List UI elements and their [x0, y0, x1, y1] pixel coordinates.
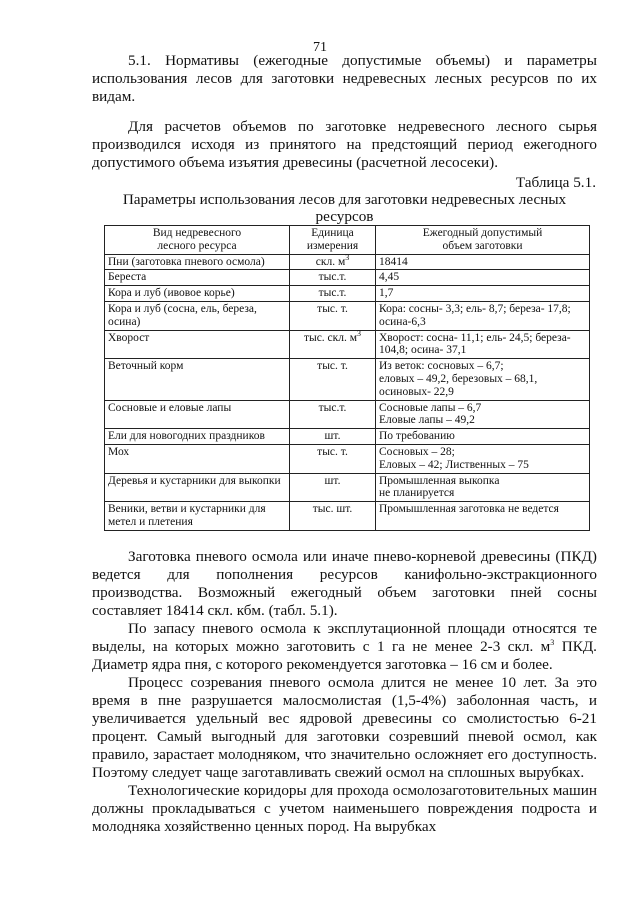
table-row [105, 270, 590, 286]
unit-cell: тыс.т. [290, 270, 376, 286]
unit-cell: скл. $м^3$ [290, 254, 376, 270]
stock-paragraph: По запасу пневого осмола к эксплутационной площади относятся те выделы, на которых можно заготовить с 1 га не менее 2-3 скл. $м^3$ ПКД. Диаметр ядра пня, с которого рекомендуется заготовка – 16 см и более. [92, 620, 597, 673]
volume-cell: Сосновых – 28; Еловых – 42; Лиственных – 75 [376, 444, 590, 473]
table-row [105, 400, 590, 429]
volume-cell: Промышленная заготовка не ведется [376, 502, 590, 531]
unit-cell: тыс. шт. [290, 502, 376, 531]
intro-paragraph: Для расчетов объемов по заготовке недревесного лесного сырья производился исходя из принятого на предстоящий период ежегодного допустимого объема изъятия древесины (расчетной лесосеки). [92, 118, 597, 171]
unit-cell: тыс. т. [290, 301, 376, 330]
resource-type-cell: Веники, ветви и кустарники для метел и плетения [105, 502, 290, 531]
unit-cell: тыс. скл. $м^3$ [290, 330, 376, 359]
section-heading: 5.1. Нормативы (ежегодные допустимые объемы) и параметры использования лесов для заготовки недревесных лесных ресурсов по их видам. [92, 52, 597, 105]
resource-type-cell: Кора и луб (сосна, ель, береза, осина) [105, 301, 290, 330]
volume-cell: Хворост: сосна- 11,1; ель- 24,5; береза- 104,8; осина- 37,1 [376, 330, 590, 359]
pkd-paragraph: Заготовка пневого осмола или иначе пнево-корневой древесины (ПКД) ведется для пополнения ресурсов канифольно-экстракционного производства. Возможный ежегодный объем заготовки пней сосны составляет 18414 скл. кбм. (табл. 5.1). [92, 548, 597, 619]
table-row [105, 254, 590, 270]
volume-cell: Промышленная выкопка не планируется [376, 473, 590, 502]
resource-type-cell: Сосновые и еловые лапы [105, 400, 290, 429]
table-row [105, 286, 590, 302]
unit-cell: шт. [290, 473, 376, 502]
page-number: 71 [313, 40, 327, 55]
volume-cell: Из веток: сосновых – 6,7; еловых – 49,2, березовых – 68,1, осиновых- 22,9 [376, 359, 590, 400]
resource-type-cell: Ели для новогодних праздников [105, 429, 290, 445]
table-row [105, 429, 590, 445]
resource-type-cell: Деревья и кустарники для выкопки [105, 473, 290, 502]
resource-type-cell: Береста [105, 270, 290, 286]
resource-type-cell: Кора и луб (ивовое корье) [105, 286, 290, 302]
unit-cell: тыс.т. [290, 400, 376, 429]
resource-type-cell: Хворост [105, 330, 290, 359]
header-annual-volume: Ежегодный допустимый объем заготовки [376, 226, 590, 255]
resource-type-cell: Веточный корм [105, 359, 290, 400]
corridors-paragraph: Технологические коридоры для прохода осмолозаготовительных машин должны прокладываться с учетом наименьшего повреждения подроста и молодняка хозяйственно ценных пород. На вырубках [92, 782, 597, 835]
header-resource-type: Вид недревесного лесного ресурса [105, 226, 290, 255]
volume-cell: 4,45 [376, 270, 590, 286]
unit-cell: тыс.т. [290, 286, 376, 302]
table-row [105, 473, 590, 502]
unit-cell: шт. [290, 429, 376, 445]
table-row [105, 359, 590, 400]
header-unit: Единица измерения [290, 226, 376, 255]
resource-type-cell: Мох [105, 444, 290, 473]
process-paragraph: Процесс созревания пневого осмола длится не менее 10 лет. За это время в пне разрушается малосмолистая (1,5-4%) заболонная часть, и увеличивается удельный вес ядровой древесины со смолистостью 6-21 процент. Самый выгодный для заготовки созревший пневой осмол, как правило, зарастает молодняком, что значительно осложняет его доступность. Поэтому следует чаще заготавливать свежий осмол на сплошных вырубках. [92, 674, 597, 781]
volume-cell: 1,7 [376, 286, 590, 302]
volume-cell: 18414 [376, 254, 590, 270]
unit-cell: тыс. т. [290, 359, 376, 400]
table-row [105, 444, 590, 473]
unit-cell: тыс. т. [290, 444, 376, 473]
table-row [105, 330, 590, 359]
volume-cell: Кора: сосны- 3,3; ель- 8,7; береза- 17,8; осина-6,3 [376, 301, 590, 330]
volume-cell: Сосновые лапы – 6,7 Еловые лапы – 49,2 [376, 400, 590, 429]
table-row [105, 502, 590, 531]
resource-type-cell: Пни (заготовка пневого осмола) [105, 254, 290, 270]
volume-cell: По требованию [376, 429, 590, 445]
table-row [105, 301, 590, 330]
table-title: Параметры использования лесов для заготовки недревесных лесных ресурсов [122, 191, 567, 225]
params-table [104, 225, 590, 531]
table-label: Таблица 5.1. [515, 174, 596, 191]
table-header-row [105, 226, 590, 255]
